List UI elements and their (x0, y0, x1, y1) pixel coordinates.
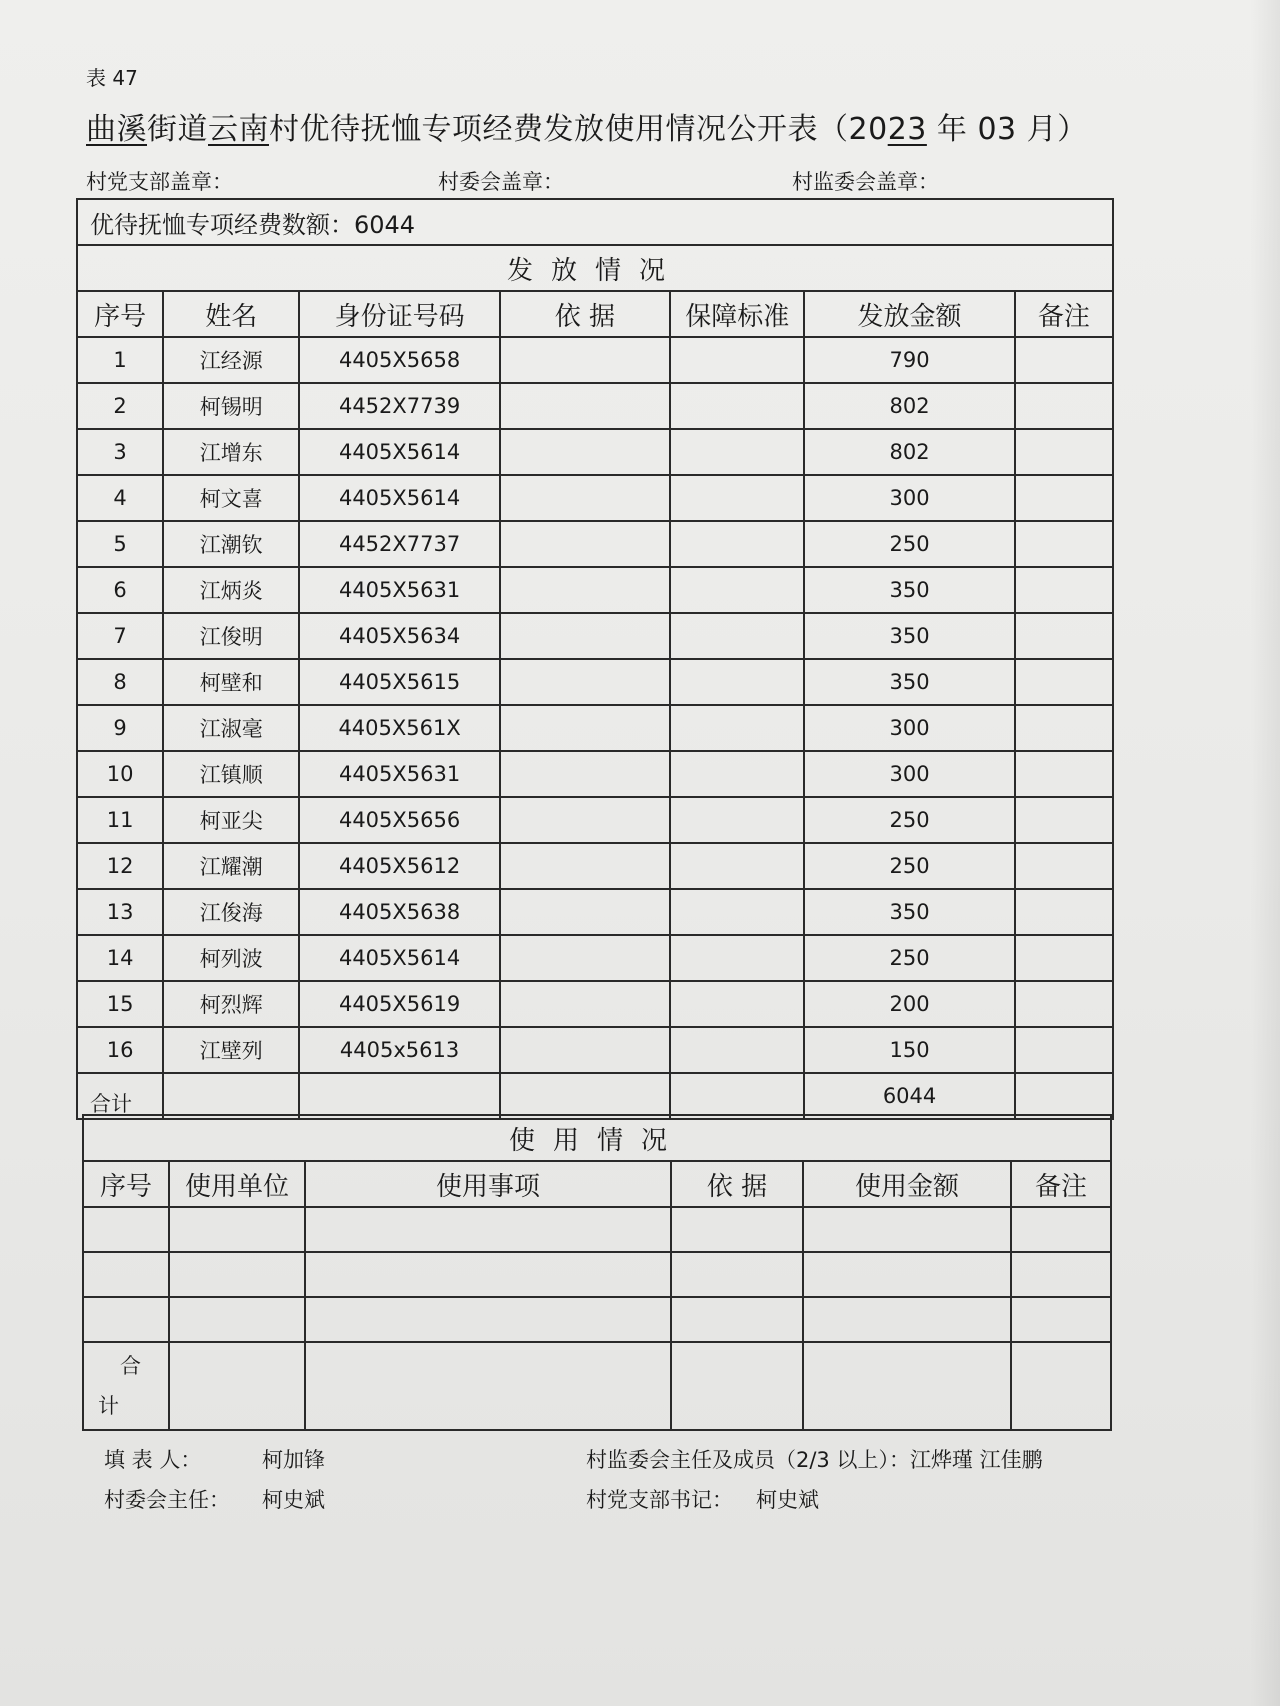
seal-supervision-committee: 村监委会盖章： (792, 170, 939, 194)
row-name: 柯壁和 (163, 659, 299, 705)
row-note (1015, 751, 1113, 797)
distribution-row (77, 383, 1113, 429)
row-no: 14 (77, 935, 163, 981)
col-header-amount: 发放金额 (804, 291, 1014, 337)
row-amount: 350 (804, 567, 1014, 613)
secretary-name: 柯史斌 (756, 1488, 819, 1512)
row-no: 6 (77, 567, 163, 613)
col-header-name: 姓名 (163, 291, 299, 337)
row-no: 11 (77, 797, 163, 843)
row-no: 5 (77, 521, 163, 567)
title-town: 曲溪 (86, 112, 147, 147)
row-note (1015, 935, 1113, 981)
usage-cell (83, 1297, 169, 1342)
usage-cell (305, 1252, 671, 1297)
usage-cell (803, 1252, 1011, 1297)
row-id: 4405x5613 (299, 1027, 499, 1073)
row-note (1015, 889, 1113, 935)
usage-table (82, 1114, 1112, 1431)
row-amount: 300 (804, 475, 1014, 521)
row-note (1015, 1027, 1113, 1073)
usage-cell (169, 1252, 305, 1297)
row-amount: 350 (804, 889, 1014, 935)
row-amount: 350 (804, 613, 1014, 659)
row-basis (500, 981, 670, 1027)
row-no: 1 (77, 337, 163, 383)
row-name: 江增东 (163, 429, 299, 475)
row-amount: 300 (804, 705, 1014, 751)
distribution-row (77, 705, 1113, 751)
title-village: 云南 (208, 112, 269, 147)
distribution-row (77, 889, 1113, 935)
row-amount: 250 (804, 935, 1014, 981)
director-name: 柯史斌 (262, 1488, 325, 1512)
row-no: 15 (77, 981, 163, 1027)
distribution-row (77, 981, 1113, 1027)
usage-empty-row (83, 1297, 1111, 1342)
distribution-header-row (77, 291, 1113, 337)
row-standard (670, 521, 804, 567)
row-basis (500, 475, 670, 521)
filler-label: 填 表 人： (104, 1448, 202, 1472)
row-id: 4405X5634 (299, 613, 499, 659)
row-name: 江经源 (163, 337, 299, 383)
usage-cell (1011, 1252, 1111, 1297)
row-standard (670, 751, 804, 797)
title-month: 年 03 月） (926, 112, 1088, 147)
supervision-names: 江烨瑾 江佳鹏 (909, 1448, 1043, 1472)
usage-empty-row (83, 1207, 1111, 1252)
row-no: 13 (77, 889, 163, 935)
row-amount: 250 (804, 521, 1014, 567)
row-no: 16 (77, 1027, 163, 1073)
usage-cell (169, 1297, 305, 1342)
usage-total-label (83, 1342, 169, 1430)
row-standard (670, 659, 804, 705)
total-cell (500, 1073, 670, 1119)
title-year-suffix: 23 (887, 112, 927, 147)
row-basis (500, 613, 670, 659)
footer-director (104, 1484, 325, 1514)
row-name: 江炳炎 (163, 567, 299, 613)
usage-cell (803, 1207, 1011, 1252)
row-standard (670, 429, 804, 475)
row-id: 4405X5619 (299, 981, 499, 1027)
footer-supervision (586, 1444, 1043, 1474)
distribution-row (77, 751, 1113, 797)
row-name: 柯烈辉 (163, 981, 299, 1027)
total-cell (1015, 1073, 1113, 1119)
row-standard (670, 705, 804, 751)
row-name: 江俊海 (163, 889, 299, 935)
row-amount: 300 (804, 751, 1014, 797)
row-basis (500, 751, 670, 797)
distribution-row (77, 935, 1113, 981)
row-note (1015, 981, 1113, 1027)
row-amount: 350 (804, 659, 1014, 705)
row-name: 柯列波 (163, 935, 299, 981)
usage-col-header-item: 使用事项 (305, 1161, 671, 1207)
total-label: 合计 (77, 1073, 163, 1119)
usage-col-header-basis: 依 据 (671, 1161, 803, 1207)
row-name: 柯亚尖 (163, 797, 299, 843)
title-subdistrict: 街道 (147, 112, 208, 147)
row-note (1015, 567, 1113, 613)
usage-cell (671, 1297, 803, 1342)
row-amount: 250 (804, 843, 1014, 889)
row-standard (670, 889, 804, 935)
usage-col-header-no: 序号 (83, 1161, 169, 1207)
col-header-basis: 依 据 (500, 291, 670, 337)
usage-cell (305, 1207, 671, 1252)
row-note (1015, 797, 1113, 843)
row-id: 4405X5656 (299, 797, 499, 843)
usage-total-label-line2: 计 (98, 1394, 119, 1418)
row-basis (500, 705, 670, 751)
form-number: 表 47 (86, 66, 138, 90)
usage-total-label-line1: 合 (120, 1354, 141, 1378)
row-amount: 250 (804, 797, 1014, 843)
row-note (1015, 429, 1113, 475)
row-basis (500, 889, 670, 935)
row-basis (500, 567, 670, 613)
row-id: 4405X5614 (299, 935, 499, 981)
usage-cell (803, 1342, 1011, 1430)
col-header-standard: 保障标准 (670, 291, 804, 337)
row-standard (670, 797, 804, 843)
secretary-label: 村党支部书记： (586, 1488, 733, 1512)
distribution-section-title: 发放情况 (77, 245, 1113, 291)
usage-total-row (83, 1342, 1111, 1430)
row-no: 2 (77, 383, 163, 429)
row-note (1015, 475, 1113, 521)
distribution-table (76, 198, 1114, 1120)
supervision-label: 村监委会主任及成员（2/3 以上）： (586, 1448, 910, 1472)
row-name: 江俊明 (163, 613, 299, 659)
row-basis (500, 935, 670, 981)
row-note (1015, 613, 1113, 659)
distribution-row (77, 337, 1113, 383)
total-cell (670, 1073, 804, 1119)
row-no: 4 (77, 475, 163, 521)
row-id: 4405X5658 (299, 337, 499, 383)
row-standard (670, 613, 804, 659)
row-amount: 150 (804, 1027, 1014, 1073)
row-no: 3 (77, 429, 163, 475)
row-no: 7 (77, 613, 163, 659)
row-name: 江镇顺 (163, 751, 299, 797)
distribution-row (77, 429, 1113, 475)
distribution-row (77, 1027, 1113, 1073)
row-basis (500, 1027, 670, 1073)
row-note (1015, 337, 1113, 383)
distribution-row (77, 521, 1113, 567)
usage-cell (1011, 1207, 1111, 1252)
page-title (86, 104, 1088, 148)
row-amount: 802 (804, 383, 1014, 429)
distribution-row (77, 567, 1113, 613)
row-id: 4405X5631 (299, 567, 499, 613)
row-id: 4452X7739 (299, 383, 499, 429)
filler-name: 柯加锋 (262, 1448, 325, 1472)
seal-party-branch: 村党支部盖章： (86, 170, 233, 194)
distribution-total-row (77, 1073, 1113, 1119)
row-basis (500, 429, 670, 475)
row-id: 4405X5612 (299, 843, 499, 889)
row-amount: 802 (804, 429, 1014, 475)
usage-cell (1011, 1297, 1111, 1342)
paper-shadow (1250, 0, 1280, 1706)
usage-cell (305, 1342, 671, 1430)
usage-col-header-note: 备注 (1011, 1161, 1111, 1207)
usage-cell (803, 1297, 1011, 1342)
usage-cell (305, 1297, 671, 1342)
row-id: 4405X5631 (299, 751, 499, 797)
row-basis (500, 521, 670, 567)
distribution-row (77, 659, 1113, 705)
usage-cell (671, 1252, 803, 1297)
row-name: 江潮钦 (163, 521, 299, 567)
usage-header-row (83, 1161, 1111, 1207)
row-name: 江淑毫 (163, 705, 299, 751)
distribution-row (77, 797, 1113, 843)
distribution-row (77, 843, 1113, 889)
usage-cell (671, 1342, 803, 1430)
row-no: 9 (77, 705, 163, 751)
usage-col-header-unit: 使用单位 (169, 1161, 305, 1207)
row-note (1015, 521, 1113, 567)
row-name: 柯锡明 (163, 383, 299, 429)
usage-cell (83, 1252, 169, 1297)
footer-filler (104, 1444, 325, 1474)
row-note (1015, 659, 1113, 705)
row-no: 10 (77, 751, 163, 797)
usage-cell (169, 1207, 305, 1252)
row-standard (670, 475, 804, 521)
usage-cell (83, 1207, 169, 1252)
row-no: 8 (77, 659, 163, 705)
row-standard (670, 935, 804, 981)
row-standard (670, 337, 804, 383)
fund-amount: 优待抚恤专项经费数额：6044 (77, 199, 1113, 245)
row-id: 4405X5615 (299, 659, 499, 705)
usage-col-header-amount: 使用金额 (803, 1161, 1011, 1207)
col-header-no: 序号 (77, 291, 163, 337)
row-name: 江壁列 (163, 1027, 299, 1073)
row-name: 江耀潮 (163, 843, 299, 889)
row-id: 4405X5638 (299, 889, 499, 935)
total-cell (163, 1073, 299, 1119)
row-no: 12 (77, 843, 163, 889)
row-note (1015, 705, 1113, 751)
row-standard (670, 981, 804, 1027)
col-header-id: 身份证号码 (299, 291, 499, 337)
row-standard (670, 383, 804, 429)
row-amount: 790 (804, 337, 1014, 383)
seal-village-committee: 村委会盖章： (438, 170, 564, 194)
row-id: 4405X561X (299, 705, 499, 751)
row-note (1015, 383, 1113, 429)
row-standard (670, 567, 804, 613)
row-note (1015, 843, 1113, 889)
footer-secretary (586, 1484, 819, 1514)
row-amount: 200 (804, 981, 1014, 1027)
row-standard (670, 1027, 804, 1073)
director-label: 村委会主任： (104, 1488, 230, 1512)
title-main: 村优待抚恤专项经费发放使用情况公开表（20 (269, 112, 888, 147)
row-basis (500, 383, 670, 429)
usage-cell (169, 1342, 305, 1430)
total-cell (299, 1073, 499, 1119)
row-basis (500, 843, 670, 889)
row-basis (500, 659, 670, 705)
distribution-row (77, 475, 1113, 521)
row-standard (670, 843, 804, 889)
distribution-row (77, 613, 1113, 659)
usage-cell (671, 1207, 803, 1252)
row-name: 柯文喜 (163, 475, 299, 521)
row-basis (500, 797, 670, 843)
row-basis (500, 337, 670, 383)
usage-cell (1011, 1342, 1111, 1430)
row-id: 4405X5614 (299, 429, 499, 475)
usage-section-title: 使用情况 (83, 1115, 1111, 1161)
col-header-note: 备注 (1015, 291, 1113, 337)
total-amount: 6044 (804, 1073, 1014, 1119)
usage-empty-row (83, 1252, 1111, 1297)
row-id: 4405X5614 (299, 475, 499, 521)
row-id: 4452X7737 (299, 521, 499, 567)
